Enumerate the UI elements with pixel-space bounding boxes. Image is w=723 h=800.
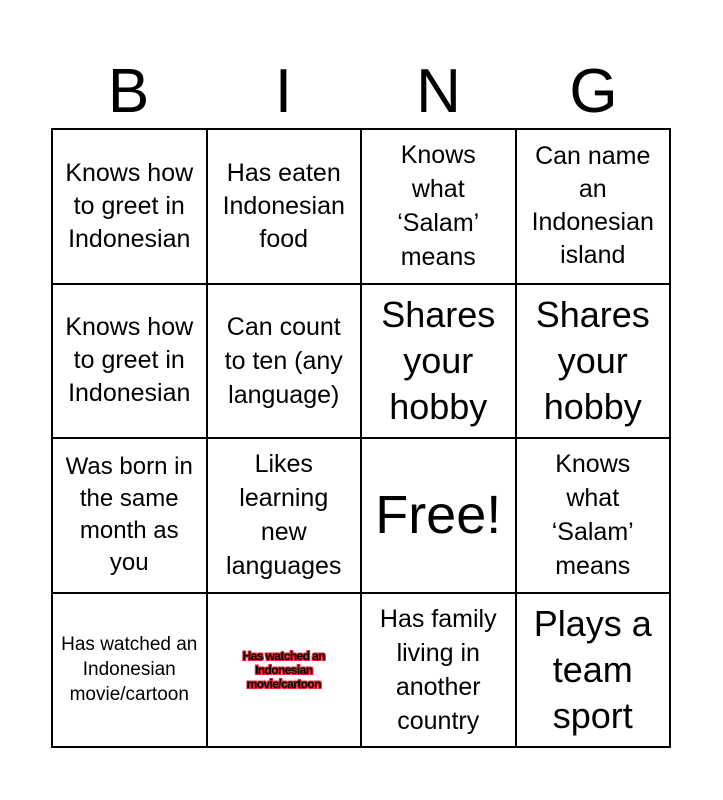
bingo-cell-r2c4[interactable] <box>516 284 671 439</box>
bingo-cell-text: Can count to ten (any language) <box>224 312 343 409</box>
bingo-cell-r3c2[interactable] <box>207 438 362 593</box>
bingo-cell-r4c1[interactable] <box>52 593 207 748</box>
bingo-cell-r3c1[interactable] <box>52 438 207 593</box>
bingo-cell-text: Plays a team sport <box>533 602 652 736</box>
bingo-cell-text: Has eaten Indonesian food <box>222 158 345 253</box>
bingo-cell-r1c1[interactable] <box>52 129 207 284</box>
bingo-cell-text: Likes learning new languages <box>226 450 342 581</box>
bingo-cell-text: Shares your hobby <box>535 293 650 427</box>
bingo-cell-r4c3[interactable] <box>361 593 516 748</box>
bingo-cell-text: Has family living in another country <box>379 604 497 735</box>
bingo-cell-r1c4[interactable] <box>516 129 671 284</box>
header-letter-b: B <box>107 57 150 126</box>
bingo-cell-r2c3[interactable] <box>361 284 516 439</box>
bingo-cell-r3c4[interactable] <box>516 438 671 593</box>
bingo-cell-r1c3[interactable] <box>361 129 516 284</box>
bingo-cell-text: Was born in the same month as you <box>65 453 193 577</box>
bingo-cell-text: Knows what ‘Salam’ means <box>397 141 480 272</box>
bingo-cell-text: Can name an Indonesian island <box>531 142 654 270</box>
bingo-board <box>51 128 671 748</box>
bingo-cell-text: Has watched an Indonesian movie/cartoon <box>61 634 198 706</box>
bingo-cell-text: Knows what ‘Salam’ means <box>551 450 634 581</box>
bingo-cell-text: Knows how to greet in Indonesian <box>65 158 194 253</box>
free-space-cell[interactable] <box>361 438 516 593</box>
bingo-cell-r2c2[interactable] <box>207 284 362 439</box>
bingo-cell-r2c1[interactable] <box>52 284 207 439</box>
bingo-cell-text: Shares your hobby <box>381 293 496 427</box>
header-letter-i: I <box>274 57 293 126</box>
bingo-cell-text: Knows how to greet in Indonesian <box>65 313 194 408</box>
bingo-cell-r4c4[interactable] <box>516 593 671 748</box>
bingo-cell-r1c2[interactable] <box>207 129 362 284</box>
header-letter-g: G <box>569 57 618 126</box>
bingo-cell-text-highlighted: Has watched an Indonesian movie/cartoon <box>242 648 325 691</box>
header-letter-n: N <box>416 57 461 126</box>
free-space-label: Free! <box>375 485 502 546</box>
bingo-cell-r4c2[interactable] <box>207 593 362 748</box>
bingo-header <box>51 50 671 128</box>
